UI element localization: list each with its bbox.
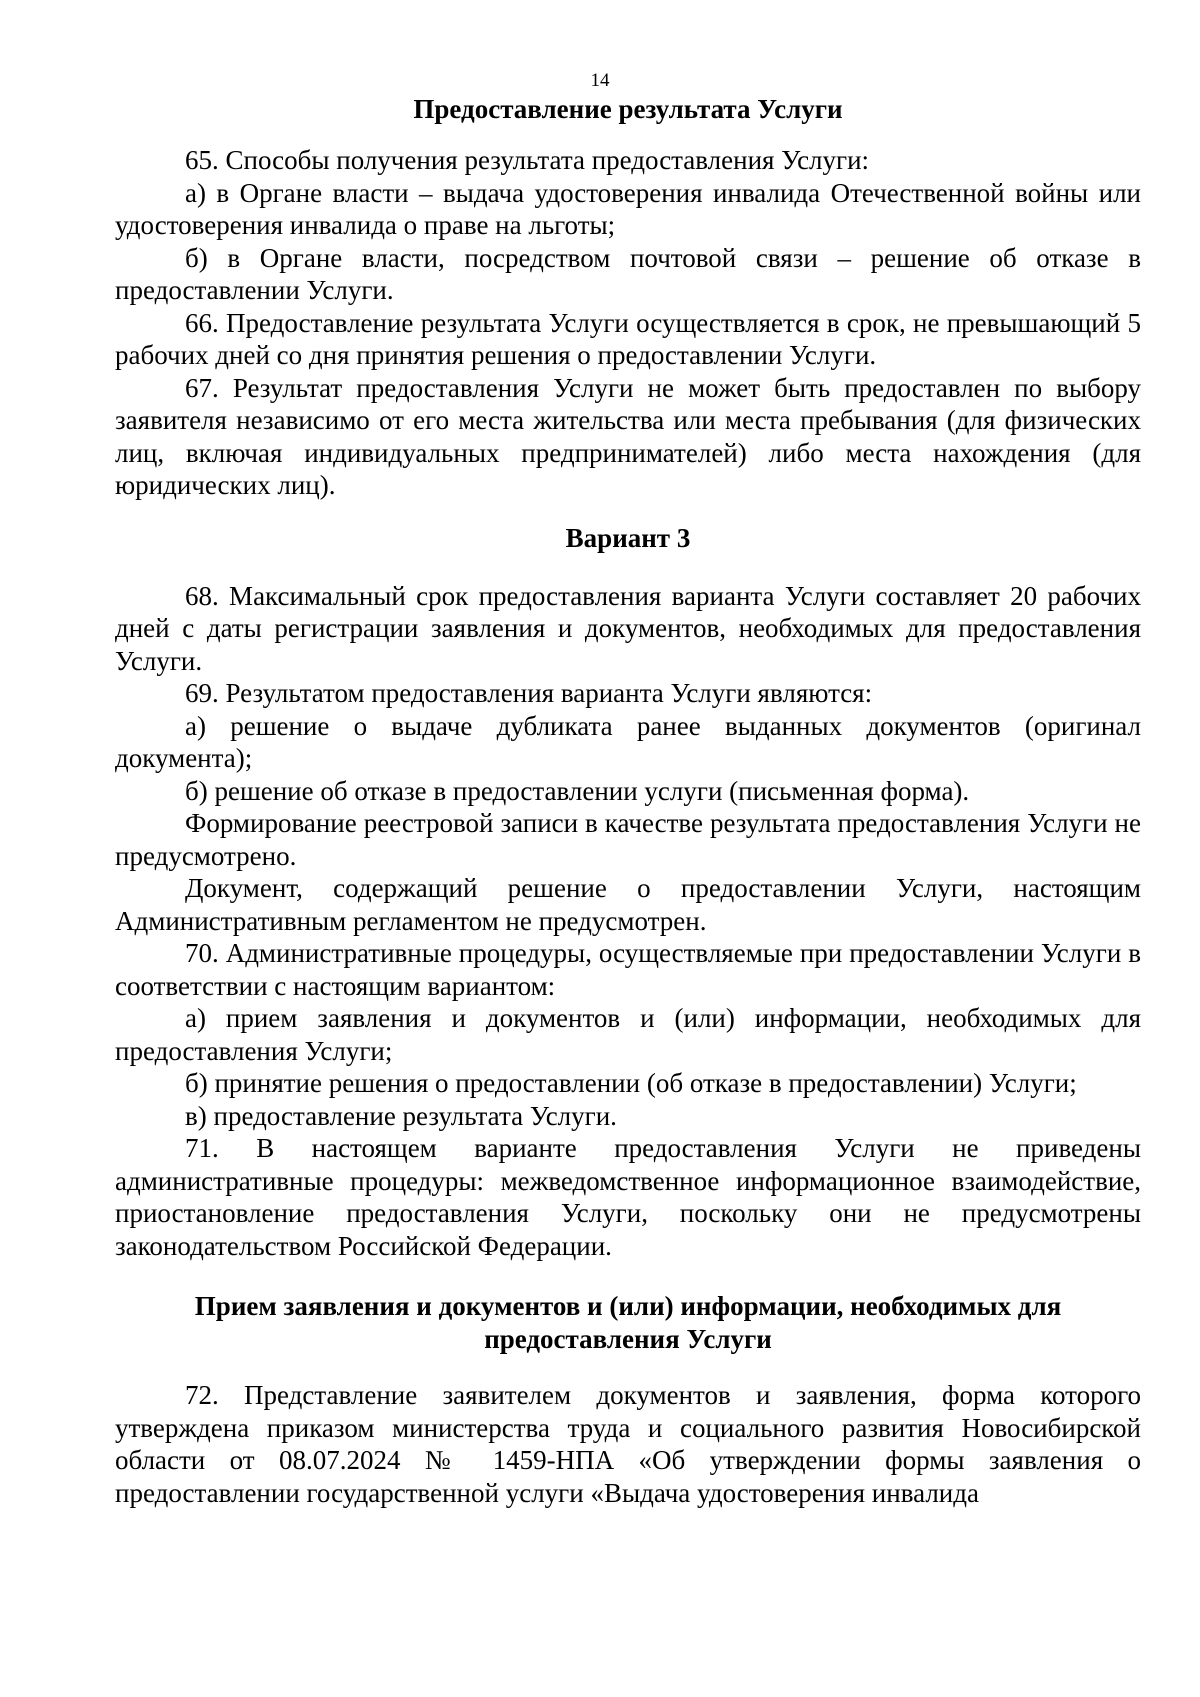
paragraph-69: 69. Результатом предоставления варианта Услуги являются: [185, 678, 873, 708]
paragraph-67: 67. Результат предоставления Услуги не может быть предоставлен по выбору заявителя независимо от его места жительства или места пребывания (для физических лиц, включая индивидуальных предпринимателей) либо места нахождения (для юридических лиц). [115, 372, 1141, 500]
paragraph-70-b: б) принятие решения о предоставлении (об отказе в предоставлении) Услуги; [185, 1068, 1077, 1098]
paragraph-72: 72. Представление заявителем документов и заявления, форма которого утверждена приказом министерства труда и социального развития Новосибирской области от 08.07.2024 № 1459-НПА «Об утверждении формы заявления о предоставлении государственной услуги «Выдача удостоверения инвалида [115, 1380, 1141, 1508]
section-heading-application-intake [115, 1290, 1141, 1356]
paragraph-70-c: в) предоставление результата Услуги. [185, 1100, 617, 1131]
section-heading-result: Предоставление результата Услуги [413, 94, 843, 124]
paragraph-registry-note: Формирование реестровой записи в качестве результата предоставления Услуги не предусмотрено. [115, 808, 1141, 871]
section-variant-3-body [115, 580, 1141, 1263]
section-application-intake-body [115, 1379, 1141, 1509]
paragraph-69-a: а) решение о выдаче дубликата ранее выданных документов (оригинал документа); [115, 710, 1141, 773]
paragraph-65-a: а) в Органе власти – выдача удостоверения инвалида Отечественной войны или удостоверения инвалида о праве на льготы; [115, 177, 1141, 240]
section-result-body [115, 144, 1141, 502]
paragraph-70-a: а) прием заявления и документов и (или) информации, необходимых для предоставления Услуги; [115, 1003, 1141, 1066]
paragraph-70: 70. Административные процедуры, осуществляемые при предоставлении Услуги в соответствии с настоящим вариантом: [115, 938, 1141, 1001]
paragraph-69-b: б) решение об отказе в предоставлении услуги (письменная форма). [185, 775, 970, 806]
section-heading-line-2: предоставления Услуги [484, 1324, 772, 1354]
page-content [115, 93, 1141, 1509]
paragraph-65-b: б) в Органе власти, посредством почтовой связи – решение об отказе в предоставлении Услуги. [115, 242, 1141, 305]
paragraph-document-note: Документ, содержащий решение о предоставлении Услуги, настоящим Административным регламентом не предусмотрен. [115, 873, 1141, 936]
page-number: 14 [590, 70, 610, 91]
section-heading-variant-3: Вариант 3 [565, 522, 691, 553]
paragraph-68: 68. Максимальный срок предоставления варианта Услуги составляет 20 рабочих дней с даты регистрации заявления и документов, необходимых для предоставления Услуги. [115, 580, 1141, 676]
paragraph-71: 71. В настоящем варианте предоставления Услуги не приведены административные процедуры: межведомственное информационное взаимодействие, приостановление предоставления Услуги, поскольку они не предусмотрены законодательством Российской Федерации. [115, 1133, 1141, 1261]
paragraph-65: 65. Способы получения результата предоставления Услуги: [185, 145, 870, 175]
section-heading-line-1: Прием заявления и документов и (или) информации, необходимых для [194, 1291, 1062, 1321]
paragraph-66: 66. Предоставление результата Услуги осуществляется в срок, не превышающий 5 рабочих дней со дня принятия решения о предоставлении Услуги. [115, 307, 1141, 370]
